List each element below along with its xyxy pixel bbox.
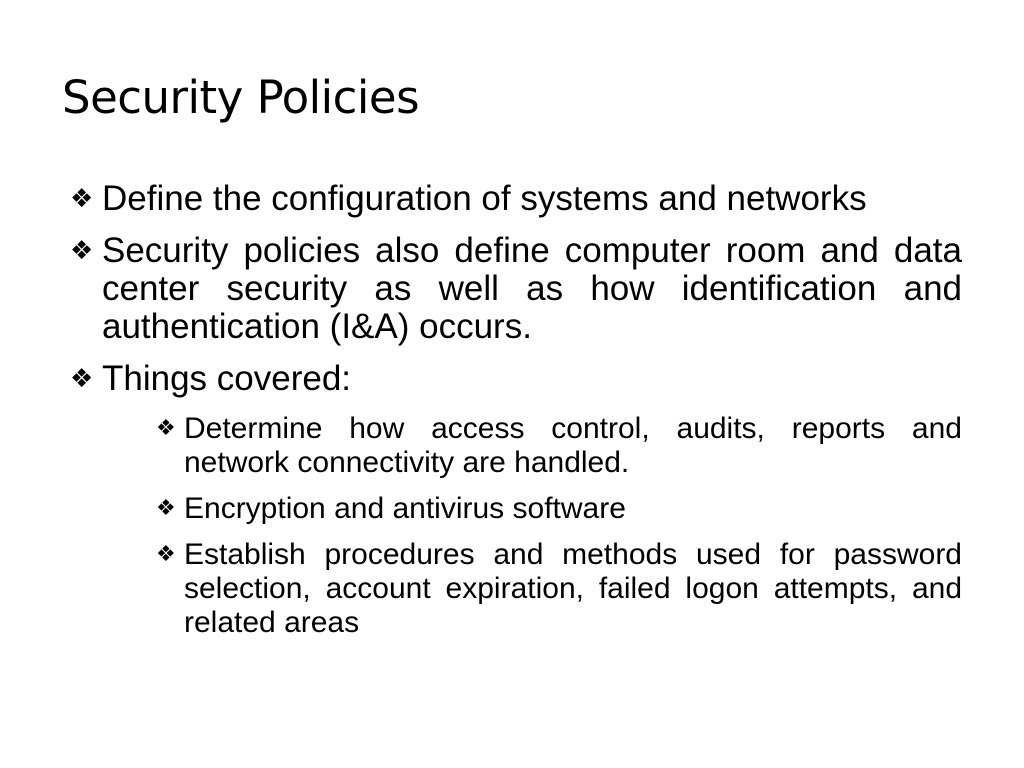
bullet-text: Things covered: <box>102 359 352 398</box>
sub-bullet-item <box>146 492 962 526</box>
sub-bullet-list <box>102 412 962 640</box>
diamond-bullet-icon: ❖ <box>156 496 176 521</box>
bullet-text: Security policies also define computer room and data center security as well as how identification and authentication (I&A) occurs. <box>102 231 962 346</box>
diamond-bullet-icon: ❖ <box>156 416 176 441</box>
sub-bullet-item <box>146 538 962 640</box>
sub-bullet-text: Encryption and antivirus software <box>184 492 626 525</box>
bullet-list <box>64 180 962 654</box>
diamond-bullet-icon: ❖ <box>70 236 94 266</box>
sub-bullet-item <box>146 412 962 480</box>
slide-title: Security Policies <box>62 71 420 124</box>
diamond-bullet-icon: ❖ <box>156 542 176 567</box>
diamond-bullet-icon: ❖ <box>70 184 94 214</box>
bullet-item <box>64 180 962 218</box>
bullet-item <box>64 360 962 640</box>
bullet-item <box>64 232 962 346</box>
sub-bullet-text: Determine how access control, audits, reports and network connectivity are handled. <box>184 412 962 479</box>
diamond-bullet-icon: ❖ <box>70 364 94 394</box>
sub-bullet-text: Establish procedures and methods used for password selection, account expiration, failed logon attempts, and related areas <box>184 538 962 639</box>
bullet-text: Define the configuration of systems and networks <box>102 179 867 218</box>
